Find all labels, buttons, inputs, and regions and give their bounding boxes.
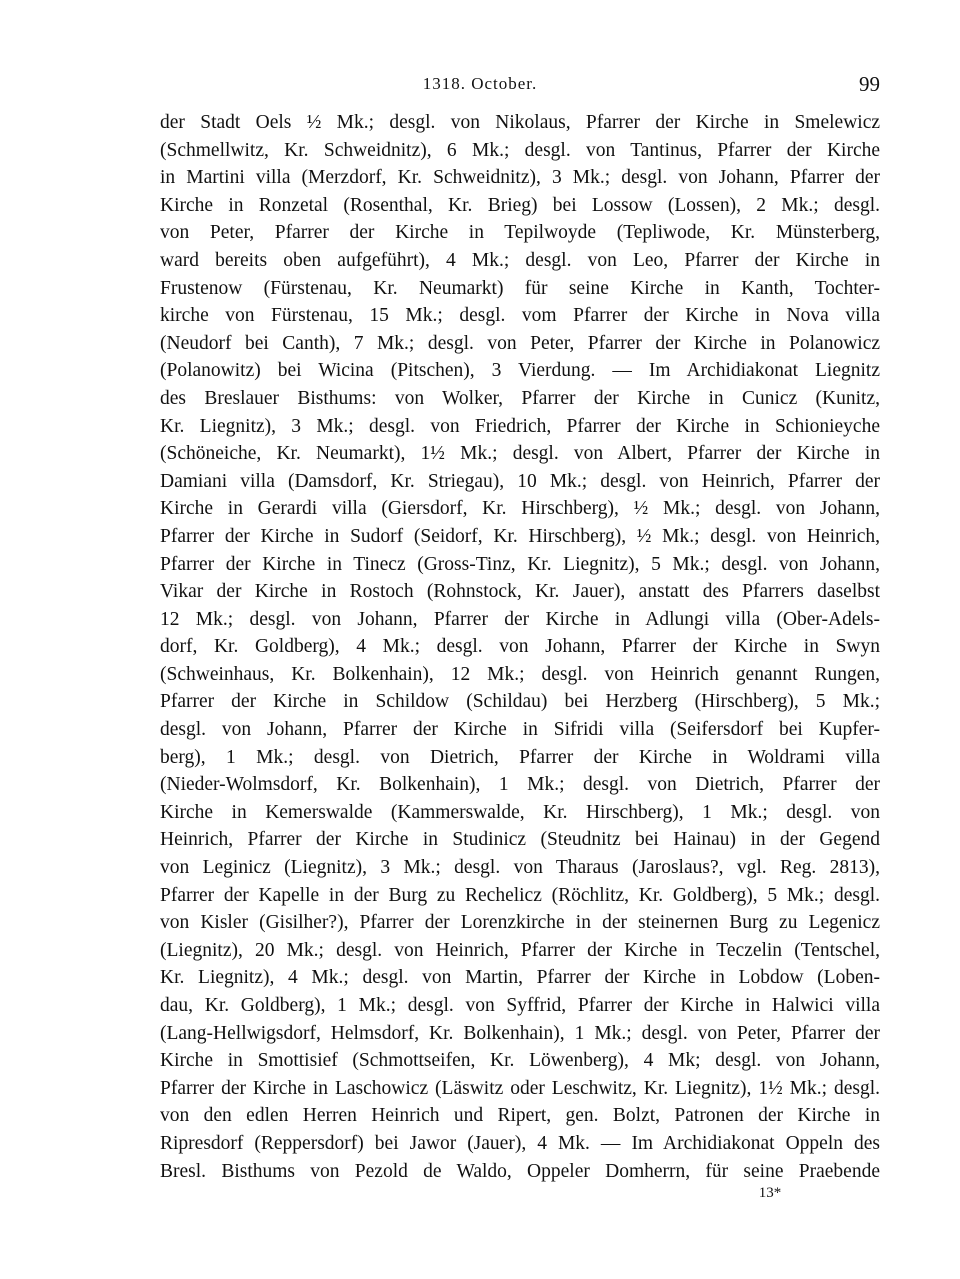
text-line: von Peter, Pfarrer der Kirche in Tepilwoyde (Tepliwode, Kr. Münsterberg, (160, 222, 880, 244)
text-line: Damiani villa (Damsdorf, Kr. Striegau), 10 Mk.; desgl. von Heinrich, Pfarrer der (160, 470, 880, 492)
page-number: 99 (859, 72, 880, 96)
text-line: (Liegnitz), 20 Mk.; desgl. von Heinrich, Pfarrer der Kirche in Teczelin (Tentschel, (160, 939, 880, 961)
text-line: dorf, Kr. Goldberg), 4 Mk.; desgl. von Johann, Pfarrer der Kirche in Swyn (160, 636, 880, 658)
text-line: (Polanowitz) bei Wicina (Pitschen), 3 Vierdung. — Im Archidiakonat Liegnitz (160, 360, 880, 382)
text-line: (Schweinhaus, Kr. Bolkenhain), 12 Mk.; desgl. von Heinrich genannt Rungen, (160, 663, 880, 685)
text-line: Vikar der Kirche in Rostoch (Rohnstock, Kr. Jauer), anstatt des Pfarrers daselbst (160, 581, 880, 603)
text-line: (Schmellwitz, Kr. Schweidnitz), 6 Mk.; desgl. von Tantinus, Pfarrer der Kirche (160, 139, 880, 161)
text-line: (Neudorf bei Canth), 7 Mk.; desgl. von Peter, Pfarrer der Kirche in Polanowicz (160, 332, 880, 354)
text-line: (Lang-Hellwigsdorf, Helmsdorf, Kr. Bolkenhain), 1 Mk.; desgl. von Peter, Pfarrer der (160, 1022, 880, 1044)
text-line: desgl. von Johann, Pfarrer der Kirche in Sifridi villa (Seifersdorf bei Kupfer- (160, 719, 880, 741)
text-line: Pfarrer der Kirche in Tinecz (Gross-Tinz, Kr. Liegnitz), 5 Mk.; desgl. von Johann, (160, 553, 880, 575)
text-line: Kr. Liegnitz), 4 Mk.; desgl. von Martin, Pfarrer der Kirche in Lobdow (Loben- (160, 967, 880, 989)
text-line: Pfarrer der Kirche in Laschowicz (Läswitz oder Leschwitz, Kr. Liegnitz), 1½ Mk.; desgl. (160, 1077, 880, 1099)
text-line: von den edlen Herren Heinrich und Ripert, gen. Bolzt, Patronen der Kirche in (160, 1105, 880, 1127)
text-line: kirche von Fürstenau, 15 Mk.; desgl. vom Pfarrer der Kirche in Nova villa (160, 305, 880, 327)
text-line: dau, Kr. Goldberg), 1 Mk.; desgl. von Syffrid, Pfarrer der Kirche in Halwici villa (160, 995, 880, 1016)
text-line: Bresl. Bisthums von Pezold de Waldo, Oppeler Domherrn, für seine Praebende (160, 1160, 880, 1182)
text-line: berg), 1 Mk.; desgl. von Dietrich, Pfarrer der Kirche in Woldrami villa (160, 746, 880, 768)
text-line: Kirche in Smottisief (Schmottseifen, Kr. Löwenberg), 4 Mk; desgl. von Johann, (160, 1050, 880, 1072)
text-line: in Martini villa (Merzdorf, Kr. Schweidnitz), 3 Mk.; desgl. von Johann, Pfarrer der (160, 167, 880, 189)
text-line: Kr. Liegnitz), 3 Mk.; desgl. von Friedrich, Pfarrer der Kirche in Schionieyche (160, 415, 880, 437)
text-line: Ripresdorf (Reppersdorf) bei Jawor (Jauer), 4 Mk. — Im Archidiakonat Oppeln des (160, 1132, 880, 1154)
text-line: von Leginicz (Liegnitz), 3 Mk.; desgl. von Tharaus (Jaroslaus?, vgl. Reg. 2813), (160, 857, 880, 879)
text-line: Pfarrer der Kirche in Sudorf (Seidorf, Kr. Hirschberg), ½ Mk.; desgl. von Heinrich, (160, 525, 880, 547)
text-line: (Nieder-Wolmsdorf, Kr. Bolkenhain), 1 Mk.; desgl. von Dietrich, Pfarrer der (160, 774, 880, 796)
signature-mark: 13* (758, 1185, 782, 1201)
text-line: Pfarrer der Kirche in Schildow (Schildau) bei Herzberg (Hirschberg), 5 Mk.; (160, 691, 880, 713)
text-line: von Kisler (Gisilher?), Pfarrer der Lorenzkirche in der steinernen Burg zu Legenicz (160, 912, 880, 934)
text-line: Kirche in Gerardi villa (Giersdorf, Kr. Hirschberg), ½ Mk.; desgl. von Johann, (160, 498, 880, 520)
text-line: des Breslauer Bisthums: von Wolker, Pfarrer der Kirche in Cunicz (Kunitz, (160, 387, 880, 409)
text-line: Pfarrer der Kapelle in der Burg zu Rechelicz (Röchlitz, Kr. Goldberg), 5 Mk.; desgl. (160, 884, 880, 906)
text-line: ward bereits oben aufgeführt), 4 Mk.; desgl. von Leo, Pfarrer der Kirche in (160, 249, 880, 271)
text-line: Kirche in Ronzetal (Rosenthal, Kr. Brieg) bei Lossow (Lossen), 2 Mk.; desgl. (160, 194, 880, 216)
text-line: 12 Mk.; desgl. von Johann, Pfarrer der Kirche in Adlungi villa (Ober-Adels- (160, 608, 880, 630)
body-text (160, 109, 880, 1185)
text-line: (Schöneiche, Kr. Neumarkt), 1½ Mk.; desgl. von Albert, Pfarrer der Kirche in (160, 443, 880, 465)
text-line: der Stadt Oels ½ Mk.; desgl. von Nikolaus, Pfarrer der Kirche in Smelewicz (160, 112, 880, 133)
text-line: Heinrich, Pfarrer der Kirche in Studinicz (Steudnitz bei Hainau) in der Gegend (160, 829, 880, 851)
text-line: Frustenow (Fürstenau, Kr. Neumarkt) für seine Kirche in Kanth, Tochter- (160, 277, 880, 299)
running-title: 1318. October. (422, 74, 538, 93)
text-line: Kirche in Kemerswalde (Kammerswalde, Kr. Hirschberg), 1 Mk.; desgl. von (160, 801, 880, 823)
